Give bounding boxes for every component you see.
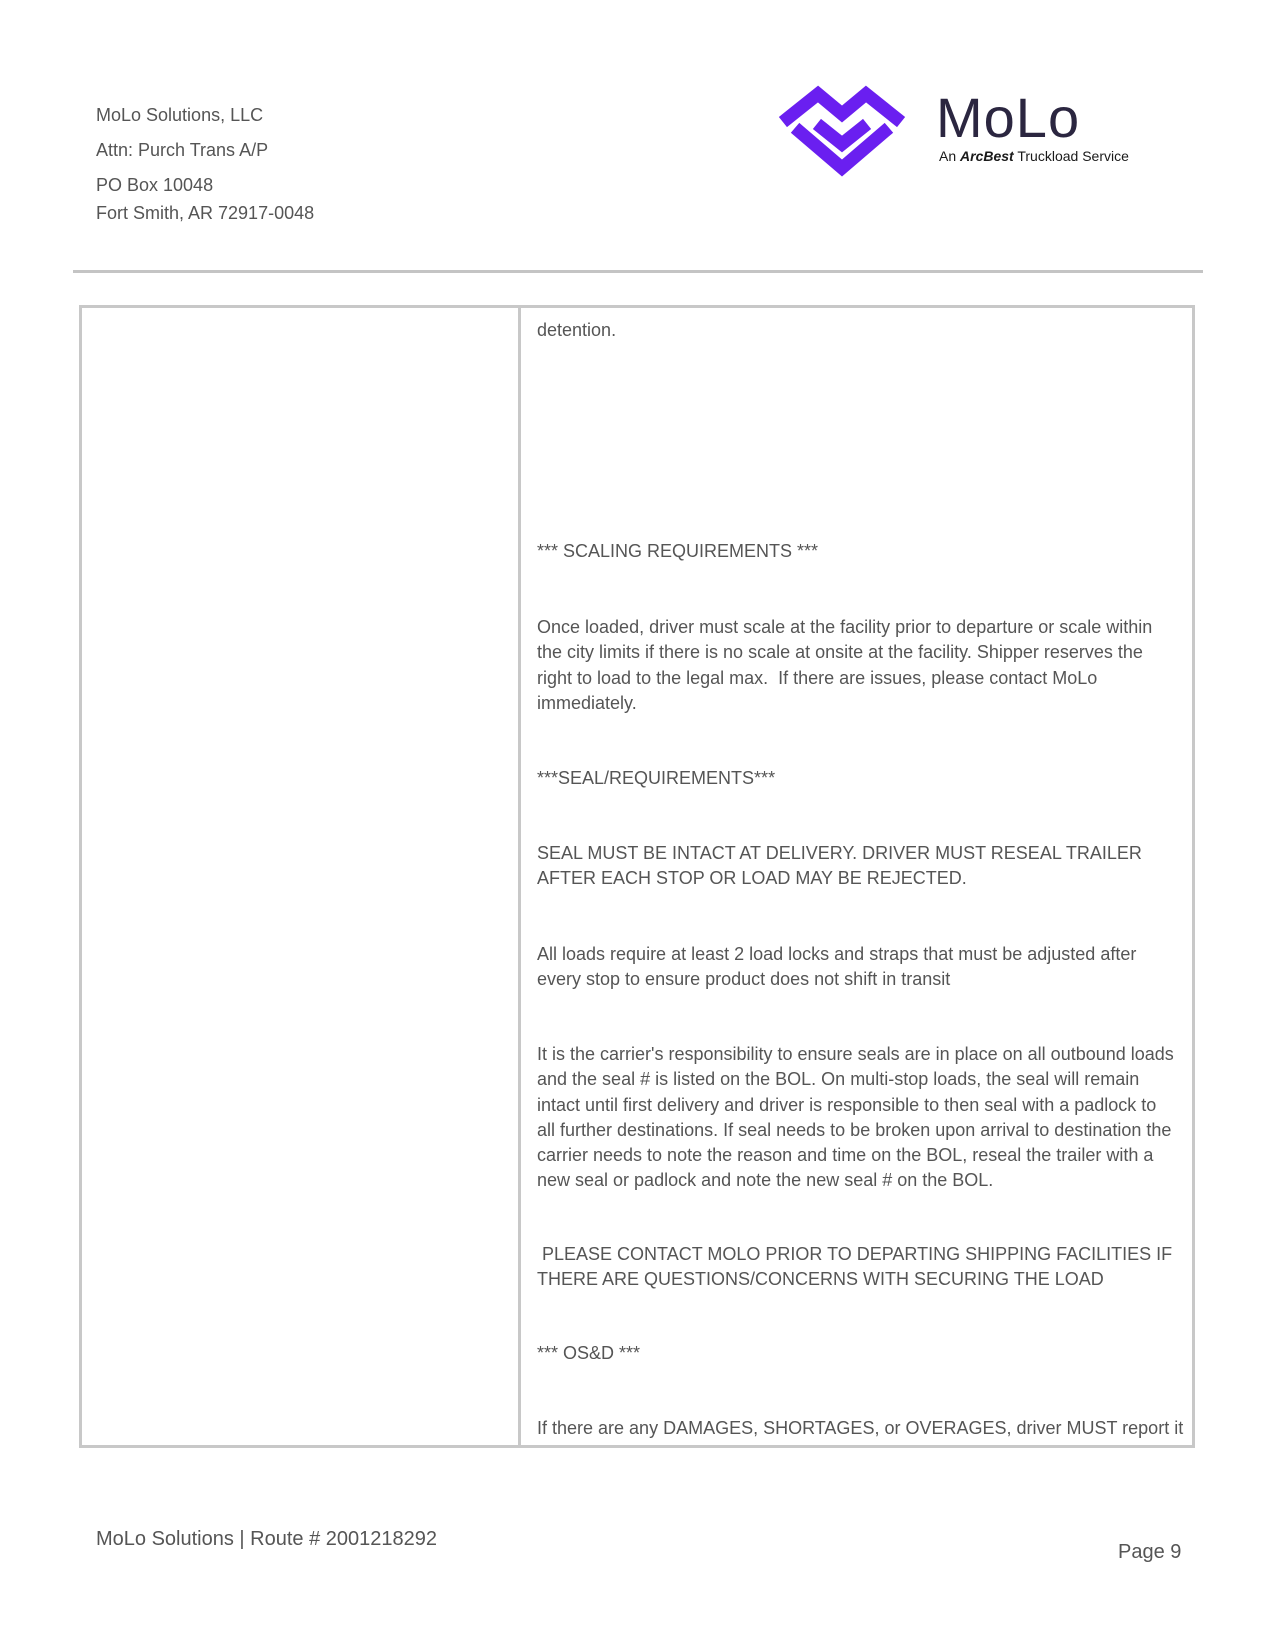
tagline-prefix: An [939, 148, 961, 164]
header-divider [73, 270, 1203, 273]
heading-scaling-requirements: *** SCALING REQUIREMENTS *** [537, 541, 819, 561]
tagline-brand: ArcBest [960, 148, 1014, 164]
paragraph-scaling: Once loaded, driver must scale at the facility prior to departure or scale within the city limits if there is no scale at onsite at the facility. Shipper reserves the right to load to the legal max. If there are issues, please contact MoLo immediately. [537, 617, 1158, 713]
attention-line: Attn: Purch Trans A/P [96, 140, 269, 160]
table-right-cell [521, 308, 1192, 1445]
logo-wordmark: MoLo [936, 86, 1081, 149]
heading-osd: *** OS&D *** [537, 1343, 641, 1363]
paragraph-contact-molo: PLEASE CONTACT MOLO PRIOR TO DEPARTING SHIPPING FACILITIES IF THERE ARE QUESTIONS/CONCERNS WITH SECURING THE LOAD [537, 1244, 1177, 1290]
city-state-zip: Fort Smith, AR 72917-0048 [96, 203, 315, 223]
company-name: MoLo Solutions, LLC [96, 105, 264, 125]
tagline-suffix: Truckload Service [1013, 148, 1129, 164]
paragraph-load-locks: All loads require at least 2 load locks and straps that must be adjusted after every stop to ensure product does not shift in transit [537, 944, 1142, 990]
molo-logo-mark-icon [778, 84, 928, 178]
molo-logo [778, 84, 1158, 178]
footer-page-number: Page 9 [1118, 1541, 1182, 1563]
paragraph-detention: detention. [537, 320, 617, 340]
paragraph-osd: If there are any DAMAGES, SHORTAGES, or OVERAGES, driver MUST report it [537, 1418, 1184, 1438]
logo-tagline [939, 148, 1129, 164]
heading-seal-requirements: ***SEAL/REQUIREMENTS*** [537, 768, 776, 788]
instructions-table [79, 305, 1195, 1448]
paragraph-seal-intact: SEAL MUST BE INTACT AT DELIVERY. DRIVER MUST RESEAL TRAILER AFTER EACH STOP OR LOAD MAY BE REJECTED. [537, 843, 1146, 889]
po-box: PO Box 10048 [96, 175, 214, 195]
table-left-cell [82, 308, 518, 1445]
footer-route: MoLo Solutions | Route # 2001218292 [96, 1528, 438, 1550]
paragraph-seal-responsibility: It is the carrier's responsibility to ensure seals are in place on all outbound loads and the seal # is listed on the BOL. On multi-stop loads, the seal will remain intact until first delivery and driver is responsible to then seal with a padlock to all further destinations. If seal needs to be broken upon arrival to destination the carrier needs to note the reason and time on the BOL, reseal the trailer with a new seal or padlock and note the new seal # on the BOL. [537, 1044, 1179, 1191]
